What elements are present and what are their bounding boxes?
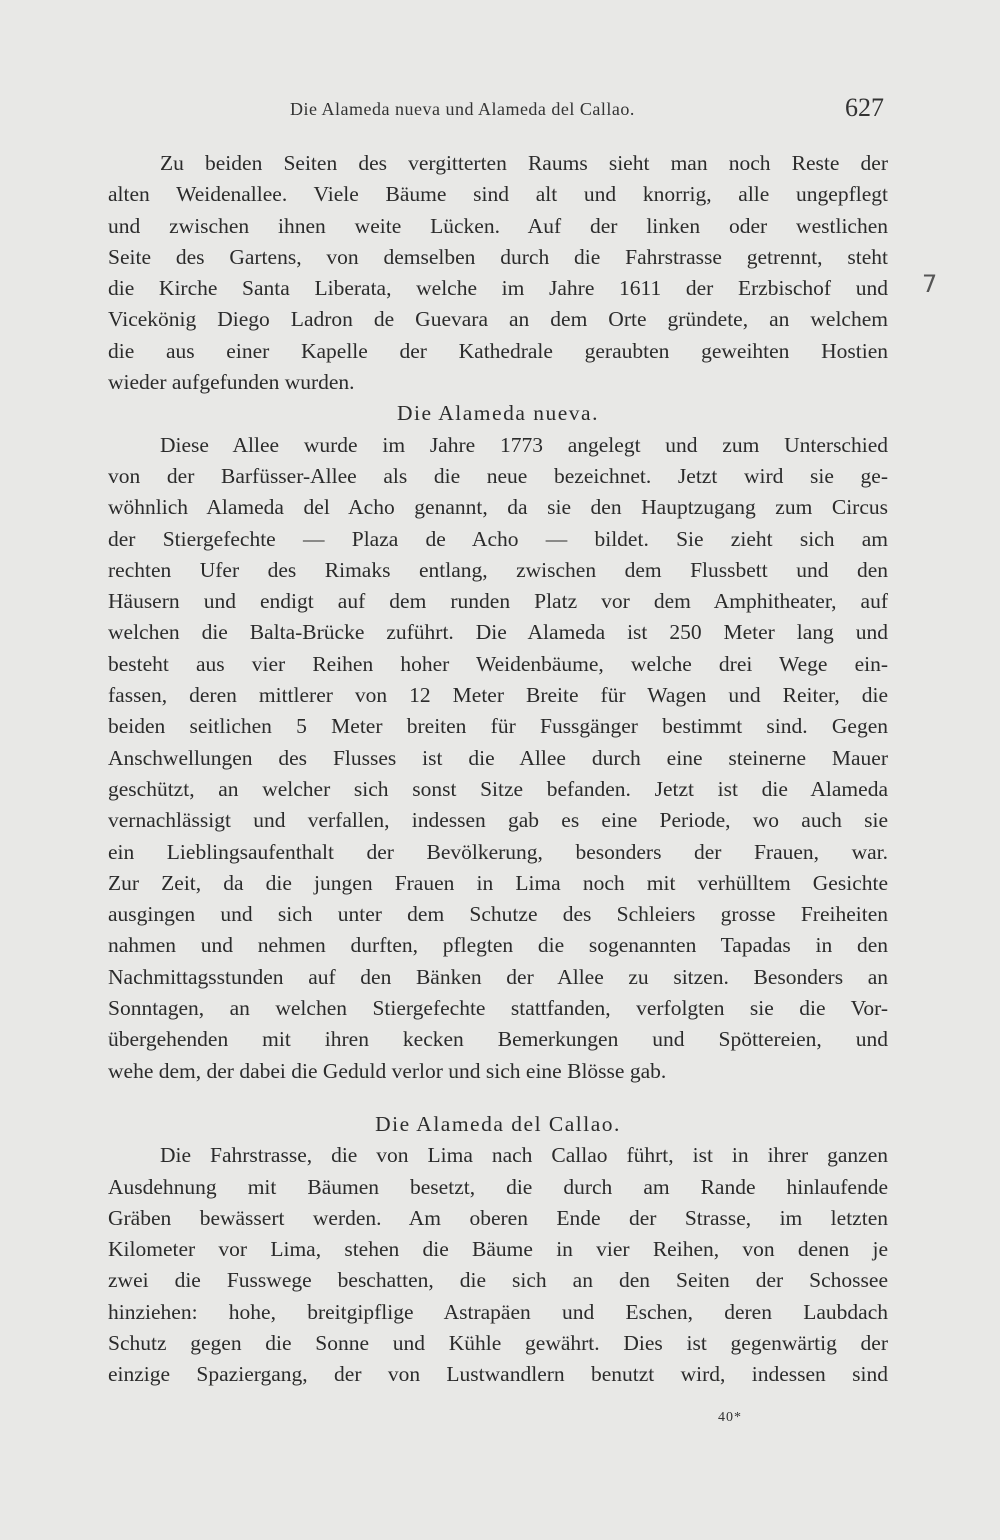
text-line: ausgingen und sich unter dem Schutze des Schleiers grosse Freiheiten	[108, 902, 888, 927]
text-line: der Stiergefechte — Plaza de Acho — bildet. Sie zieht sich am	[108, 526, 888, 551]
text-line: Anschwellungen des Flusses ist die Allee durch eine steinerne Mauer	[108, 745, 888, 770]
text-line: Die Fahrstrasse, die von Lima nach Callao führt, ist in ihrer ganzen	[160, 1143, 888, 1168]
text-line: wöhnlich Alameda del Acho genannt, da sie den Hauptzugang zum Circus	[108, 495, 888, 520]
text-line: ein Lieblingsaufenthalt der Bevölkerung, besonders der Frauen, war.	[108, 839, 888, 864]
text-line: alten Weidenallee. Viele Bäume sind alt und knorrig, alle ungepflegt	[108, 182, 888, 207]
text-line: Ausdehnung mit Bäumen besetzt, die durch am Rande hinlaufende	[108, 1174, 888, 1199]
text-line: besteht aus vier Reihen hoher Weidenbäume, welche drei Wege ein-	[108, 651, 888, 676]
text-line: Vicekönig Diego Ladron de Guevara an dem Orte gründete, an welchem	[108, 307, 888, 332]
text-line: wehe dem, der dabei die Geduld verlor und sich eine Blösse gab.	[108, 1058, 667, 1083]
text-line: übergehenden mit ihren kecken Bemerkungen und Spöttereien, und	[108, 1027, 888, 1052]
section-heading-alameda-del-callao: Die Alameda del Callao.	[375, 1111, 621, 1136]
text-line: und zwischen ihnen weite Lücken. Auf der linken oder westlichen	[108, 213, 888, 238]
text-line: welchen die Balta-Brücke zuführt. Die Alameda ist 250 Meter lang und	[108, 620, 888, 645]
text-line: Nachmittagsstunden auf den Bänken der Allee zu sitzen. Besonders an	[108, 964, 888, 989]
body-text	[108, 148, 888, 1391]
text-line: nahmen und nehmen durften, pflegten die sogenannten Tapadas in den	[108, 933, 888, 958]
text-line: beiden seitlichen 5 Meter breiten für Fussgänger bestimmt sind. Gegen	[108, 714, 888, 739]
text-line: Zu beiden Seiten des vergitterten Raums sieht man noch Reste der	[160, 151, 888, 175]
page-number: 627	[845, 93, 884, 122]
text-line: von der Barfüsser-Allee als die neue bezeichnet. Jetzt wird sie ge-	[108, 463, 888, 488]
section-heading-alameda-nueva: Die Alameda nueva.	[397, 401, 599, 426]
text-line: die aus einer Kapelle der Kathedrale geraubten geweihten Hostien	[108, 338, 888, 363]
text-line: rechten Ufer des Rimaks entlang, zwischen dem Flussbett und den	[108, 557, 888, 582]
text-line: Zur Zeit, da die jungen Frauen in Lima noch mit verhülltem Gesichte	[108, 870, 888, 895]
paragraph-1	[108, 148, 888, 398]
text-line: zwei die Fusswege beschatten, die sich an den Seiten der Schossee	[108, 1268, 888, 1293]
text-line: Kilometer vor Lima, stehen die Bäume in vier Reihen, von denen je	[108, 1237, 888, 1262]
text-line: wieder aufgefunden wurden.	[108, 370, 355, 395]
paragraph-2	[108, 430, 888, 1087]
text-line: geschützt, an welcher sich sonst Sitze befanden. Jetzt ist die Alameda	[108, 776, 888, 801]
running-title: Die Alameda nueva und Alameda del Callao.	[290, 99, 635, 119]
text-line: Häusern und endigt auf dem runden Platz vor dem Amphitheater, auf	[108, 589, 888, 614]
text-line: Schutz gegen die Sonne und Kühle gewährt. Dies ist gegenwärtig der	[108, 1330, 888, 1355]
text-line: einzige Spaziergang, der von Lustwandlern benutzt wird, indessen sind	[108, 1362, 888, 1387]
signature-mark: 40*	[718, 1410, 742, 1425]
paragraph-3	[108, 1140, 888, 1390]
text-line: Gräben bewässert werden. Am oberen Ende der Strasse, im letzten	[108, 1205, 888, 1230]
text-line: Seite des Gartens, von demselben durch die Fahrstrasse getrennt, steht	[108, 244, 888, 269]
text-line: Sonntagen, an welchen Stiergefechte stattfanden, verfolgten sie die Vor-	[108, 996, 888, 1021]
text-line: fassen, deren mittlerer von 12 Meter Breite für Wagen und Reiter, die	[108, 683, 888, 708]
text-line: Diese Allee wurde im Jahre 1773 angelegt und zum Unterschied	[160, 432, 888, 457]
text-line: die Kirche Santa Liberata, welche im Jahre 1611 der Erzbischof und	[108, 276, 888, 301]
text-line: vernachlässigt und verfallen, indessen gab es eine Periode, wo auch sie	[108, 808, 888, 833]
margin-handwritten-note: 7	[922, 270, 938, 298]
text-line: hinziehen: hohe, breitgipflige Astrapäen und Eschen, deren Laubdach	[108, 1299, 888, 1324]
